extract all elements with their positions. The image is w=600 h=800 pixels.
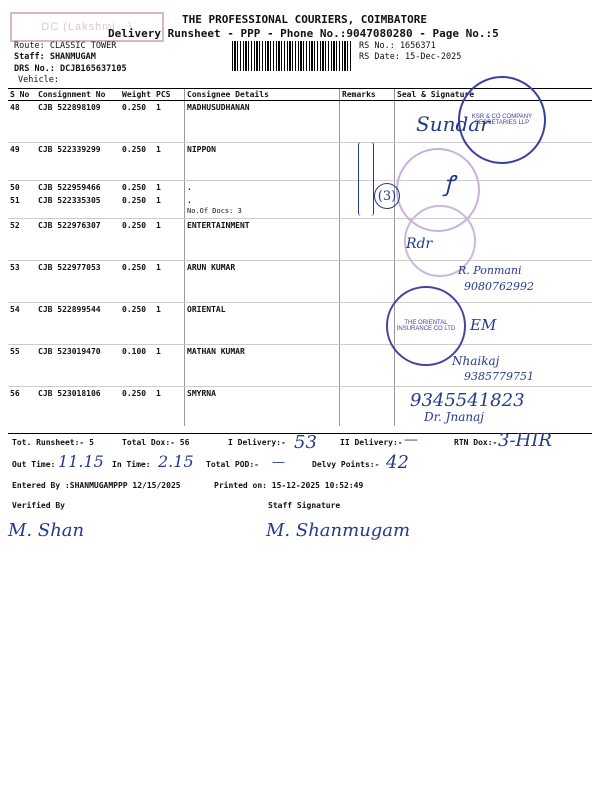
docs-count: No.Of Docs: 3 xyxy=(187,207,242,215)
insurance-seal: THE ORIENTAL INSURANCE CO LTD xyxy=(386,286,466,366)
col-pcs: PCS xyxy=(154,89,185,101)
total-dox: Total Dox:- 56 xyxy=(122,438,190,447)
weight: 0.250 xyxy=(120,143,154,181)
consignment-no: CJB 522976307 xyxy=(36,218,120,260)
remarks xyxy=(340,101,395,143)
bracket-mark xyxy=(358,142,374,216)
pcs: 1 xyxy=(156,183,161,192)
weight: 0.250 xyxy=(120,260,154,302)
remarks xyxy=(340,386,395,426)
table-row xyxy=(8,181,592,195)
delvy-points-label: Delvy Points:- xyxy=(312,460,380,469)
total-runsheet: Tot. Runsheet:- 5 xyxy=(12,438,94,447)
table-row xyxy=(8,218,592,260)
route-label: Route: CLASSIC TOWER xyxy=(14,41,117,51)
sno: 48 xyxy=(8,101,36,143)
col-sno: S No xyxy=(8,89,36,101)
ii-delivery-label: II Delivery:- xyxy=(340,438,403,447)
consignment-no: CJB 523019470 xyxy=(36,344,120,386)
weight: 0.250 xyxy=(120,101,154,143)
rtn-dox-value: 3-HIR xyxy=(498,430,552,451)
pcs: 1 xyxy=(154,260,185,302)
rs-number: RS No.: 1656371 xyxy=(359,41,436,51)
pcs: 1 xyxy=(154,101,185,143)
receiver-phone-53: 9080762992 xyxy=(464,280,534,293)
sno: 54 xyxy=(8,302,36,344)
rtn-dox-label: RTN Dox:- xyxy=(454,438,498,447)
out-time-label: Out Time: xyxy=(12,460,56,469)
sno: 51 xyxy=(8,194,36,218)
sno: 49 xyxy=(8,143,36,181)
pcs: 1 xyxy=(154,302,185,344)
consignee xyxy=(185,194,340,218)
header-stamp: DC (Lakshmi...) xyxy=(10,12,164,42)
out-time-value: 11.15 xyxy=(58,452,104,471)
consignment-no: CJB 522977053 xyxy=(36,260,120,302)
sno: 56 xyxy=(10,388,20,398)
entered-by: Entered By :SHANMUGAMPPP 12/15/2025 xyxy=(12,481,181,490)
weight: 0.100 xyxy=(120,344,154,386)
consignment-no: CJB 522335305 xyxy=(36,194,120,218)
staff-signature-label: Staff Signature xyxy=(268,501,341,510)
vehicle-label: Vehicle: xyxy=(18,75,59,85)
in-time-value: 2.15 xyxy=(158,452,194,471)
i-delivery-label: I Delivery:- xyxy=(228,438,286,447)
staff-signature: M. Shanmugam xyxy=(266,520,411,541)
col-remarks: Remarks xyxy=(340,89,395,101)
signature-row-49: ꝭ xyxy=(444,172,455,197)
col-seal: Seal & Signature xyxy=(395,89,593,101)
consignment-no: CJB 522959466 xyxy=(38,183,101,192)
weight: 0.250 xyxy=(120,194,154,218)
total-pod-label: Total POD:- xyxy=(206,460,259,469)
barcode xyxy=(232,41,352,71)
pcs: 1 xyxy=(154,143,185,181)
weight: 0.250 xyxy=(120,302,154,344)
pcs: 1 xyxy=(156,388,161,398)
remarks xyxy=(340,260,395,302)
signature-row-52: Rdr xyxy=(406,236,433,252)
company-title: THE PROFESSIONAL COURIERS, COIMBATORE xyxy=(182,13,428,26)
delvy-points-value: 42 xyxy=(386,452,409,473)
verified-signature: M. Shan xyxy=(8,520,85,541)
receiver-name-53: R. Ponmani xyxy=(458,264,522,277)
receiver-phone-55: 9385779751 xyxy=(464,370,534,383)
drs-number: DRS No.: DCJB165637105 xyxy=(14,64,127,74)
in-time-label: In Time: xyxy=(112,460,151,469)
sno: 53 xyxy=(8,260,36,302)
total-pod-value: — xyxy=(272,455,285,470)
col-consignee: Consignee Details xyxy=(185,89,340,101)
consignee: MADHUSUDHANAN xyxy=(185,101,340,143)
pcs: 1 xyxy=(154,344,185,386)
consignment-no: CJB 522339299 xyxy=(36,143,120,181)
remarks xyxy=(340,344,395,386)
staff-label: Staff: SHANMUGAM xyxy=(14,52,96,62)
consignee: ENTERTAINMENT xyxy=(185,218,340,260)
consignee: NIPPON xyxy=(185,143,340,181)
consignee: MATHAN KUMAR xyxy=(185,344,340,386)
consignment-no: CJB 522899544 xyxy=(36,302,120,344)
sno: 50 xyxy=(10,183,20,192)
weight: 0.250 xyxy=(120,218,154,260)
remarks xyxy=(340,218,395,260)
table-row xyxy=(8,194,592,218)
consignee: ORIENTAL xyxy=(185,302,340,344)
consignment-no: CJB 522898109 xyxy=(36,101,120,143)
signature-row-54: EM xyxy=(470,316,497,334)
consignee: SMYRNA xyxy=(185,386,340,426)
i-delivery-value: 53 xyxy=(294,432,317,453)
sno: 55 xyxy=(8,344,36,386)
signature-row-55: Nhaikaj xyxy=(452,354,500,368)
rs-date: RS Date: 15-Dec-2025 xyxy=(359,52,462,62)
company-seal: KSR & CO COMPANY SECRETARIES LLP xyxy=(458,76,546,164)
runsheet-subtitle: Delivery Runsheet - PPP - Phone No.:9047080280 - Page No.:5 xyxy=(108,27,499,40)
receiver-name-56: Dr. Jnanaj xyxy=(424,410,484,424)
col-weight: Weight xyxy=(120,89,154,101)
verified-by-label: Verified By xyxy=(12,501,65,510)
weight: 0.250 xyxy=(122,183,147,192)
ii-delivery-value: — xyxy=(404,432,418,448)
pcs: 1 xyxy=(154,218,185,260)
consignee: . xyxy=(185,181,340,195)
table-row xyxy=(8,302,592,344)
consignment-no: CJB 523018106 xyxy=(38,388,101,398)
circled-count: (3) xyxy=(374,183,400,209)
col-consignment: Consignment No xyxy=(36,89,120,101)
pcs: 1 xyxy=(154,194,185,218)
printed-on: Printed on: 15-12-2025 10:52:49 xyxy=(214,481,364,490)
consignee: ARUN KUMAR xyxy=(185,260,340,302)
consignee-name: . xyxy=(187,196,192,205)
weight: 0.250 xyxy=(122,388,147,398)
sno: 52 xyxy=(8,218,36,260)
receiver-phone-56: 9345541823 xyxy=(410,390,525,411)
signature-row-48: Sundar xyxy=(416,112,490,136)
